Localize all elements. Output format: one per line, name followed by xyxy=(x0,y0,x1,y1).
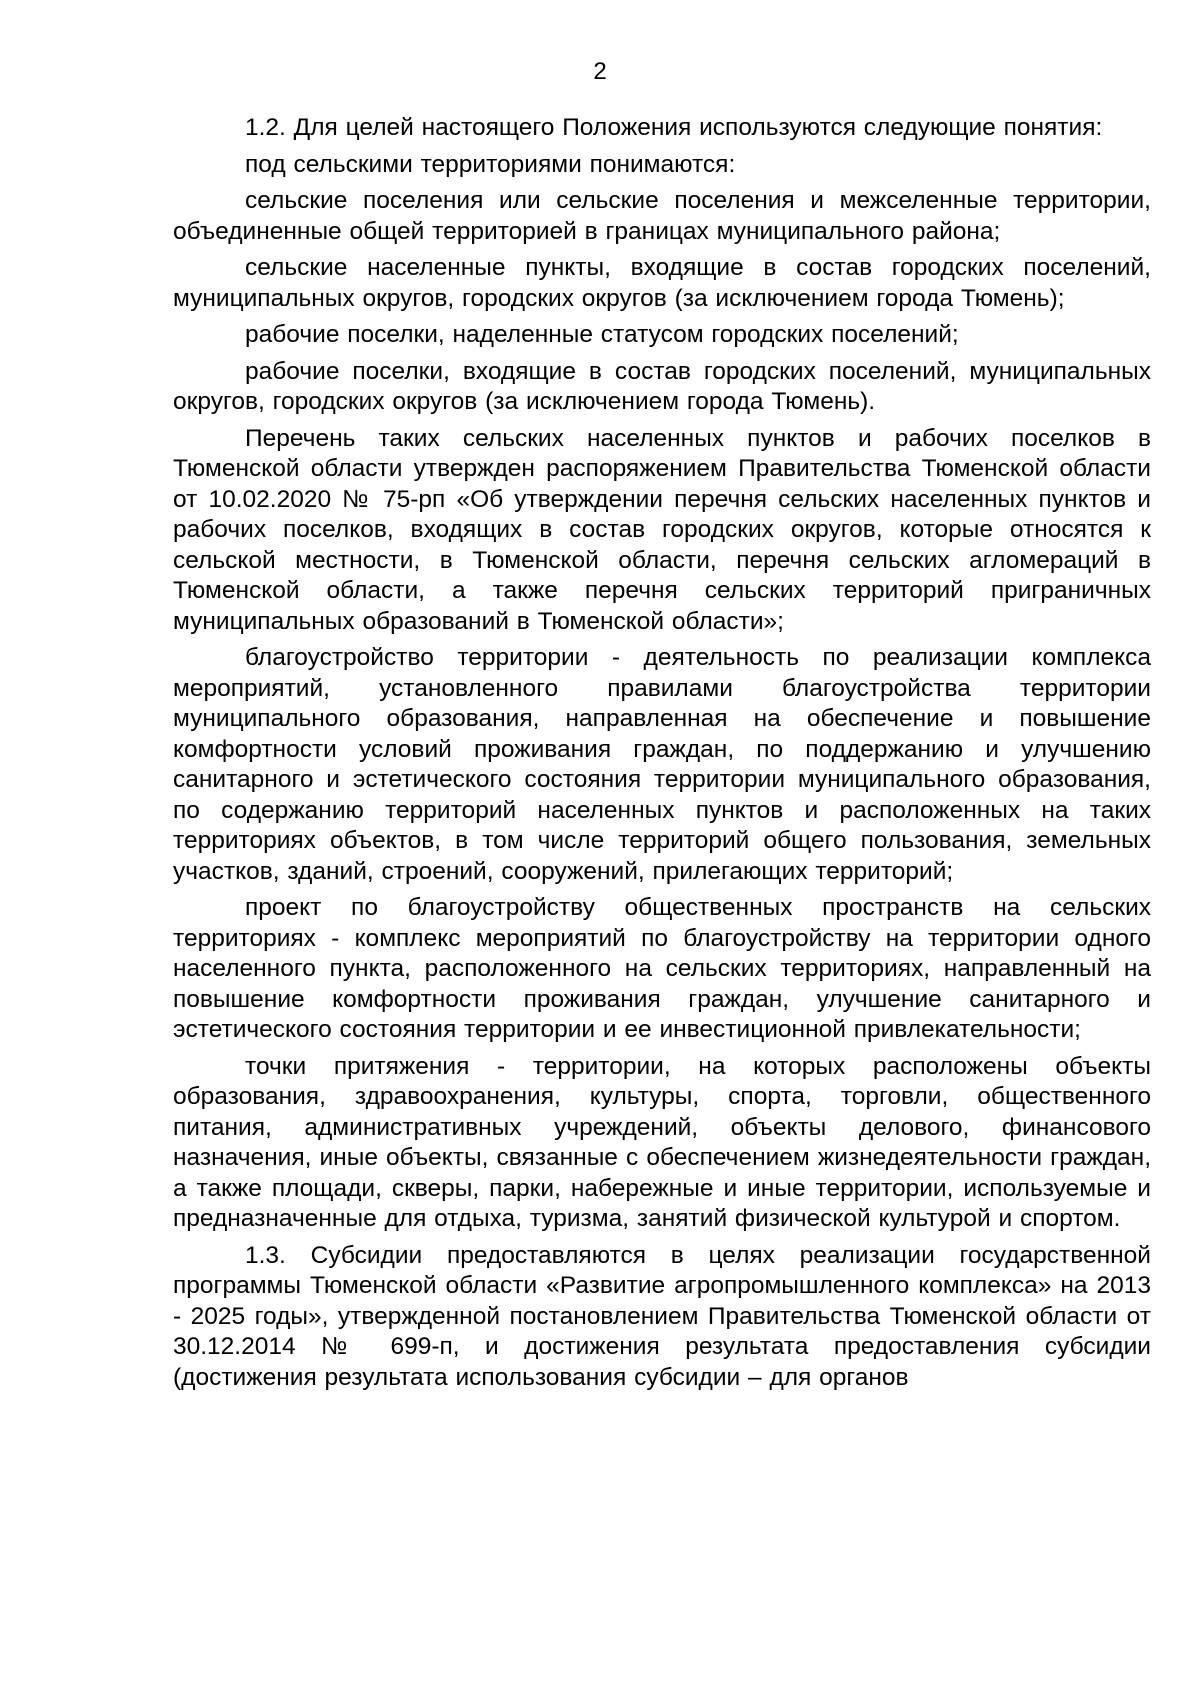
paragraph-list-approval: Перечень таких сельских населенных пунктов и рабочих поселков в Тюменской области утвержден распоряжением Правительства Тюменской области от 10.02.2020 № 75-рп «Об утверждении перечня сельских населенных пунктов и рабочих поселков, входящих в состав городских округов, которые относятся к сельской местности, в Тюменской области, перечня сельских агломераций в Тюменской области, а также перечня сельских территорий приграничных муниципальных образований в Тюменской области»; xyxy=(173,424,1151,635)
paragraph-1-2-definitions-intro: 1.2. Для целей настоящего Положения используются следующие понятия: xyxy=(245,114,1103,141)
paragraph-workers-settlements-in-urban: рабочие поселки, входящие в состав городских поселений, муниципальных округов, городских округов (за исключением города Тюмень). xyxy=(173,357,1151,415)
paragraph-rural-territories-heading: под сельскими территориями понимаются: xyxy=(245,150,736,178)
paragraph-public-spaces-project: проект по благоустройству общественных пространств на сельских территориях - комплекс мероприятий по благоустройству на территории одного населенного пункта, расположенного на сельских территориях, направленный на повышение комфортности проживания граждан, улучшение санитарного и эстетического состояния территории и ее инвестиционной привлекательности; xyxy=(173,894,1151,1043)
paragraph-workers-settlements-urban-status: рабочие поселки, наделенные статусом городских поселений; xyxy=(245,321,959,348)
page-number: 2 xyxy=(593,58,607,85)
paragraph-rural-settlements: сельские поселения или сельские поселения и межселенные территории, объединенные общей территорией в границах муниципального района; xyxy=(173,187,1151,245)
paragraph-territory-improvement: благоустройство территории - деятельность по реализации комплекса мероприятий, установленного правилами благоустройства территории муниципального образования, направленная на обеспечение и повышение комфортности условий проживания граждан, по поддержанию и улучшению санитарного и эстетического состояния территории муниципального образования, по содержанию территорий населенных пунктов и расположенных на таких территориях объектов, в том числе территорий общего пользования, земельных участков, зданий, строений, сооружений, прилегающих территорий; xyxy=(173,644,1151,885)
paragraph-rural-localities: сельские населенные пункты, входящие в состав городских поселений, муниципальных округов, городских округов (за исключением города Тюмень); xyxy=(173,254,1151,312)
paragraph-points-of-attraction: точки притяжения - территории, на которых расположены объекты образования, здравоохранения, культуры, спорта, торговли, общественного питания, административных учреждений, объекты делового, финансового назначения, иные объекты, связанные с обеспечением жизнедеятельности граждан, а также площади, скверы, парки, набережные и иные территории, используемые и предназначенные для отдыха, туризма, занятий физической культурой и спортом. xyxy=(173,1052,1151,1232)
paragraph-1-3-subsidies: 1.3. Субсидии предоставляются в целях реализации государственной программы Тюменской области «Развитие агропромышленного комплекса» на 2013 - 2025 годы», утвержденной постановлением Правительства Тюменской области от 30.12.2014 № 699-п, и достижения результата предоставления субсидии (достижения результата использования субсидии – для органов xyxy=(173,1241,1151,1391)
document-body xyxy=(173,113,1151,1399)
